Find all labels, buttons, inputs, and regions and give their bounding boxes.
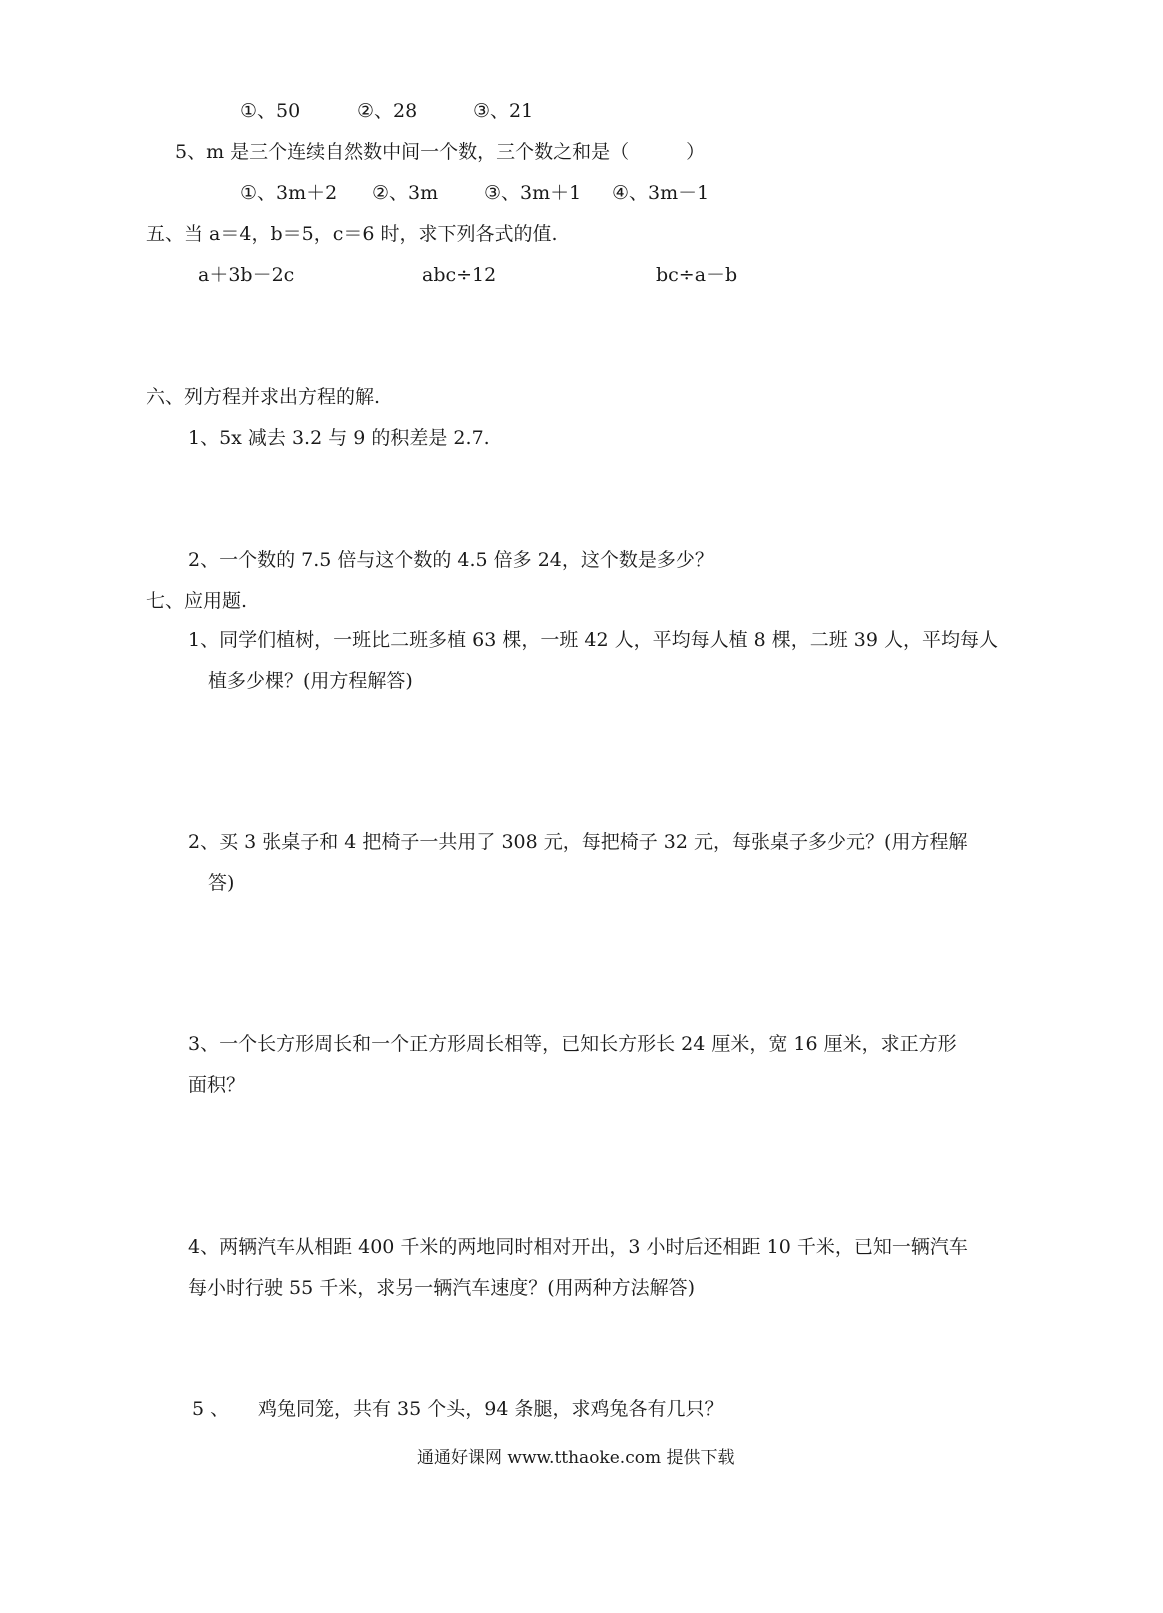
q5-option-3: ③、3m＋1 xyxy=(484,182,582,204)
section5-expression-3: bc÷a－b xyxy=(656,264,738,286)
section7-question-5-number: 5 、 xyxy=(192,1398,230,1420)
section7-question-2-line-1: 2、买 3 张桌子和 4 把椅子一共用了 308 元，每把椅子 32 元，每张桌子多少元？(用方程解 xyxy=(188,831,968,853)
q5-option-1: ①、3m＋2 xyxy=(240,182,338,204)
q4-option-2: ②、28 xyxy=(357,100,418,122)
section7-question-1-line-2: 植多少棵？(用方程解答) xyxy=(208,670,413,692)
q4-option-3: ③、21 xyxy=(473,100,534,122)
section7-question-5-text: 鸡兔同笼，共有 35 个头，94 条腿，求鸡兔各有几只？ xyxy=(258,1398,724,1420)
section7-question-3-line-2: 面积？ xyxy=(188,1074,246,1096)
section7-question-4-line-1: 4、两辆汽车从相距 400 千米的两地同时相对开出，3 小时后还相距 10 千米，已知一辆汽车 xyxy=(188,1236,968,1258)
section5-heading: 五、当 a＝4，b＝5，c＝6 时，求下列各式的值. xyxy=(146,223,558,245)
q5-stem: 5、m 是三个连续自然数中间一个数，三个数之和是（ ） xyxy=(175,141,706,163)
section6-question-2: 2、一个数的 7.5 倍与这个数的 4.5 倍多 24，这个数是多少？ xyxy=(188,549,714,571)
section6-question-1: 1、5x 减去 3.2 与 9 的积差是 2.7. xyxy=(188,427,490,449)
section6-heading: 六、列方程并求出方程的解. xyxy=(146,386,381,408)
section7-question-2-line-2: 答) xyxy=(208,872,235,894)
section7-question-1-line-1: 1、同学们植树，一班比二班多植 63 棵，一班 42 人，平均每人植 8 棵，二班 39 人，平均每人 xyxy=(188,629,999,651)
q5-option-4: ④、3m－1 xyxy=(612,182,710,204)
section7-question-4-line-2: 每小时行驶 55 千米，求另一辆汽车速度？(用两种方法解答) xyxy=(188,1277,696,1299)
q5-option-2: ②、3m xyxy=(372,182,439,204)
section5-expression-1: a＋3b－2c xyxy=(198,264,295,286)
section7-question-3-line-1: 3、一个长方形周长和一个正方形周长相等，已知长方形长 24 厘米，宽 16 厘米，求正方形 xyxy=(188,1033,957,1055)
section5-expression-2: abc÷12 xyxy=(422,264,497,286)
footer-credit: 通通好课网 www.tthaoke.com 提供下载 xyxy=(417,1448,735,1468)
q4-option-1: ①、50 xyxy=(240,100,301,122)
section7-heading: 七、应用题. xyxy=(146,590,248,612)
